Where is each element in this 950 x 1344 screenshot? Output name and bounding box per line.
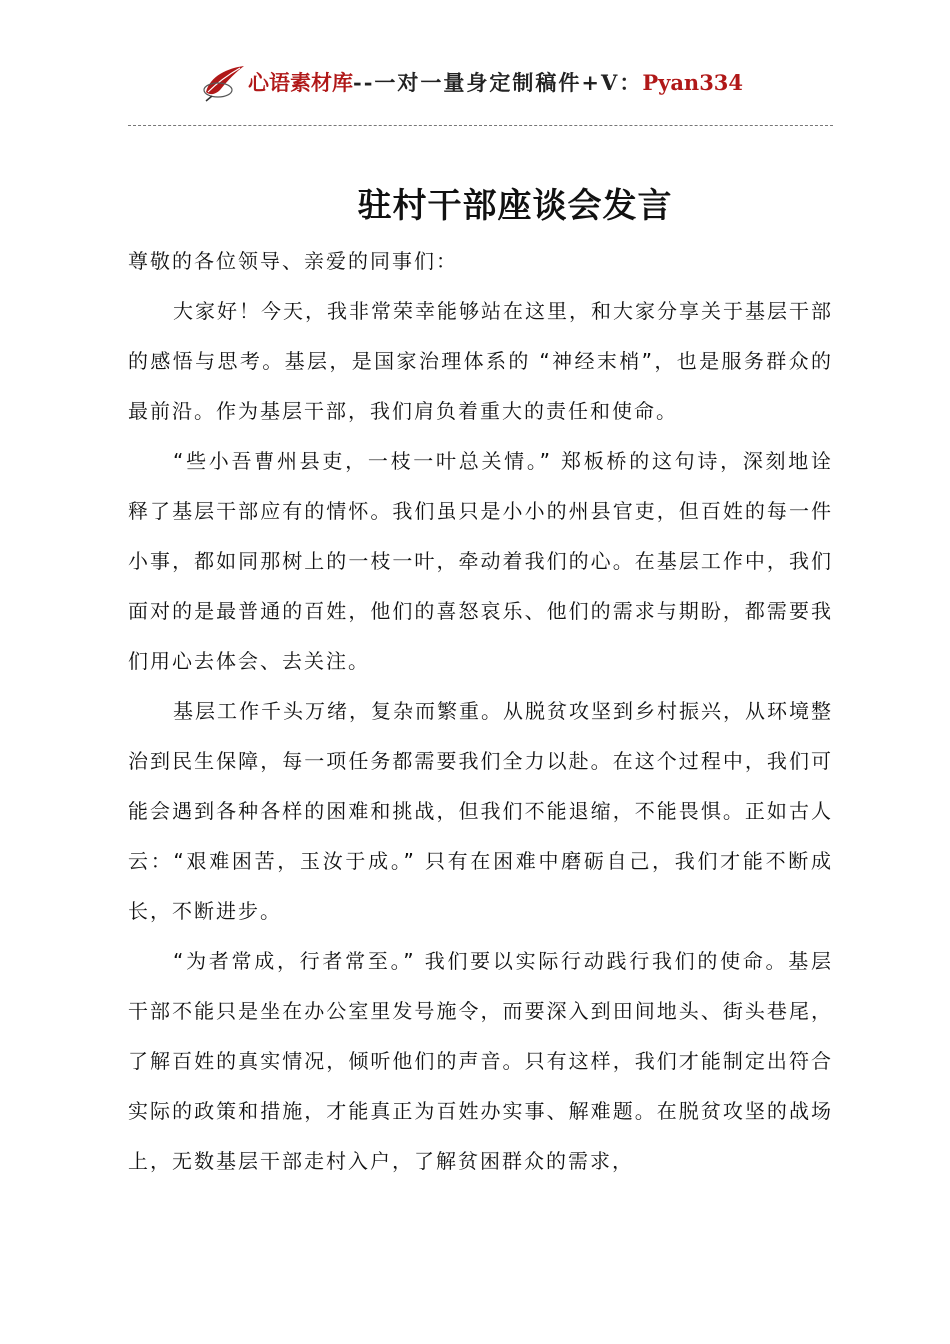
salutation: 尊敬的各位领导、亲爱的同事们：	[128, 249, 458, 273]
brand-line	[248, 67, 743, 97]
paragraph: 基层工作千头万绪，复杂而繁重。从脱贫攻坚到乡村振兴，从环境整治到民生保障，每一项任务都需要我们全力以赴。在这个过程中，我们可能会遇到各种各样的困难和挑战，但我们不能退缩，不能畏惧。正如古人云：“艰难困苦，玉汝于成。” 只有在困难中磨砺自己，我们才能不断成长，不断进步。	[128, 699, 833, 923]
document-title: 驻村干部座谈会发言	[357, 186, 673, 226]
page-header	[200, 62, 800, 102]
paragraph: “些小吾曹州县吏，一枝一叶总关情。” 郑板桥的这句诗，深刻地诠释了基层干部应有的情怀。我们虽只是小小的州县官吏，但百姓的每一件小事，都如同那树上的一枝一叶，牵动着我们的心。在基层工作中，我们面对的是最普通的百姓，他们的喜怒哀乐、他们的需求与期盼，都需要我们用心去体会、去关注。	[128, 449, 833, 673]
brand-slogan: --一对一量身定制稿件+V：	[353, 70, 643, 95]
brand-name: 心语素材库	[248, 70, 353, 95]
brand-contact-code: Pyan334	[642, 70, 744, 95]
feather-pen-logo-icon	[200, 62, 246, 102]
paragraph: 大家好！今天，我非常荣幸能够站在这里，和大家分享关于基层干部的感悟与思考。基层，是国家治理体系的 “神经末梢”，也是服务群众的最前沿。作为基层干部，我们肩负着重大的责任和使命。	[128, 299, 833, 423]
paragraph: “为者常成，行者常至。” 我们要以实际行动践行我们的使命。基层干部不能只是坐在办公室里发号施令，而要深入到田间地头、街头巷尾，了解百姓的真实情况，倾听他们的声音。只有这样，我们才能制定出符合实际的政策和措施，才能真正为百姓办实事、解难题。在脱贫攻坚的战场上，无数基层干部走村入户，了解贫困群众的需求，	[128, 949, 833, 1173]
header-divider	[128, 125, 833, 126]
document-body	[128, 236, 833, 1186]
